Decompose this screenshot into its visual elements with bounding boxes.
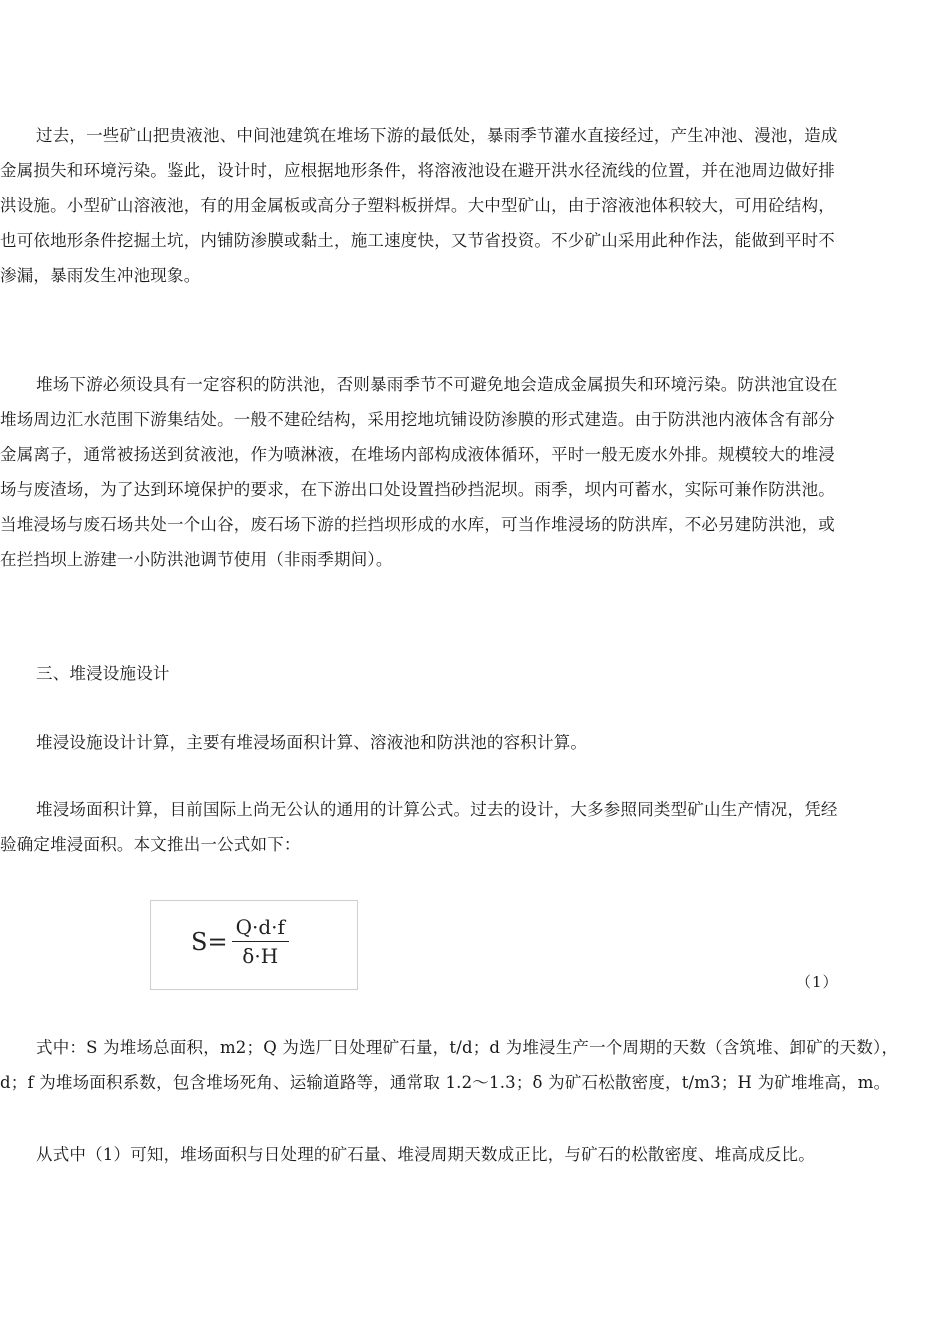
formula-denominator: δ·H [242,944,279,968]
text-line: 从式中（1）可知，堆场面积与日处理的矿石量、堆浸周期天数成正比，与矿石的松散密度、堆高成反比。 [36,1145,815,1164]
paragraph-leach-pool-placement [0,118,950,293]
paragraph-variable-definitions [0,1030,950,1100]
area-formula [191,913,289,970]
section-heading-text: 三、堆浸设施设计 [36,664,170,683]
text-line: 过去，一些矿山把贵液池、中间池建筑在堆场下游的最低处，暴雨季节灌水直接经过，产生冲池、漫池，造成 [36,126,838,145]
text-line: 堆场下游必须设具有一定容积的防洪池，否则暴雨季节不可避免地会造成金属损失和环境污染。防洪池宜设在 [36,375,838,394]
paragraph-conclusion [0,1137,950,1172]
paragraph-flood-pool [0,367,950,577]
text-line: 金属损失和环境污染。鉴此，设计时，应根据地形条件，将溶液池设在避开洪水径流线的位置，并在池周边做好排 [0,161,835,180]
text-line: 式中：S 为堆场总面积，m2；Q 为选厂日处理矿石量，t/d；d 为堆浸生产一个周期的天数（含筑堆、卸矿的天数）， [36,1038,899,1057]
text-line: 当堆浸场与废石场共处一个山谷，废石场下游的拦挡坝形成的水库，可当作堆浸场的防洪库，不必另建防洪池，或 [0,515,835,534]
text-line: 堆浸场面积计算，目前国际上尚无公认的通用的计算公式。过去的设计，大多参照同类型矿山生产情况，凭经 [36,800,838,819]
paragraph-area-calculation [0,792,950,862]
formula-numerator: Q·d·f [235,915,285,939]
text-line: 洪设施。小型矿山溶液池，有的用金属板或高分子塑料板拼焊。大中型矿山，由于溶液池体积较大，可用砼结构， [0,196,835,215]
text-line: 验确定堆浸面积。本文推出一公式如下： [0,835,301,854]
section-heading [0,656,950,691]
equation-number: （1） [796,973,839,991]
text-line: 也可依地形条件挖掘土坑，内铺防渗膜或黏土，施工速度快，又节省投资。不少矿山采用此种作法，能做到平时不 [0,231,835,250]
paragraph-design-calculation [0,725,950,760]
formula-fraction [232,913,289,970]
text-line: 堆场周边汇水范围下游集结处。一般不建砼结构，采用挖地坑铺设防渗膜的形式建造。由于防洪池内液体含有部分 [0,410,835,429]
text-line: d；f 为堆场面积系数，包含堆场死角、运输道路等，通常取 1.2～1.3；δ 为矿石松散密度，t/m3；H 为矿堆堆高，m。 [0,1073,891,1092]
text-line: 场与废渣场，为了达到环境保护的要求，在下游出口处设置挡砂挡泥坝。雨季，坝内可蓄水，实际可兼作防洪池。 [0,480,835,499]
text-line: 渗漏，暴雨发生冲池现象。 [0,266,201,285]
text-line: 堆浸设施设计计算，主要有堆浸场面积计算、溶液池和防洪池的容积计算。 [36,733,588,752]
formula-image [150,900,358,990]
formula-lhs: S= [191,927,228,956]
text-line: 在拦挡坝上游建一小防洪池调节使用（非雨季期间）。 [0,550,393,569]
text-line: 金属离子，通常被扬送到贫液池，作为喷淋液，在堆场内部构成液体循环，平时一般无废水外排。规模较大的堆浸 [0,445,835,464]
